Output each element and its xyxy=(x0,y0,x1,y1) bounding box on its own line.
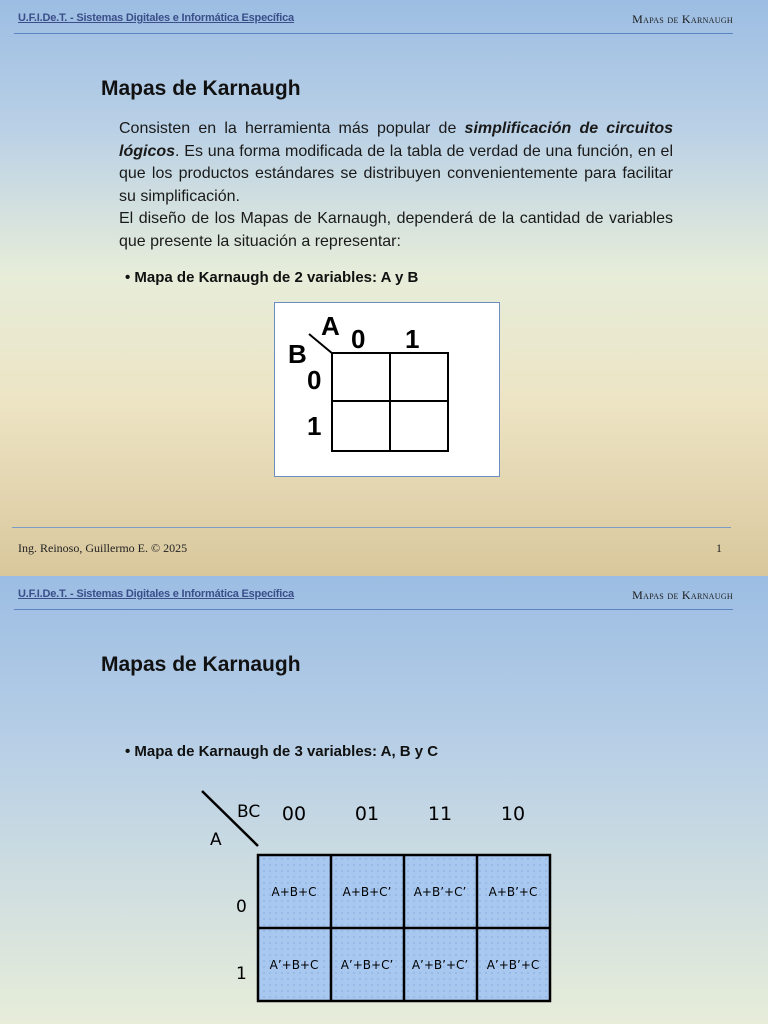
header-topic: Mapas de Karnaugh xyxy=(632,12,733,26)
kmap-3-col-label-1: 01 xyxy=(354,803,380,825)
bullet-2-variables: • Mapa de Karnaugh de 2 variables: A y B xyxy=(125,269,419,286)
kmap-3-diagram xyxy=(195,784,560,1006)
intro-text-post: . Es una forma modificada de la tabla de verdad de una función, en el que los productos estándares se distribuyen convenientemente para facilitar su simplificación. xyxy=(119,142,673,205)
kmap-2-row-label-0: 0 xyxy=(307,365,322,395)
intro-text-emphasis: simplificación de circuitos lógicos xyxy=(119,120,673,160)
kmap-3-cell: A+B’+C xyxy=(488,885,538,899)
header-institution: U.F.I.De.T. - Sistemas Digitales e Informática Específica xyxy=(18,588,294,600)
kmap-3-cell: A’+B’+C’ xyxy=(411,958,469,972)
kmap-3-variables xyxy=(195,784,560,1006)
design-paragraph: El diseño de los Mapas de Karnaugh, dependerá de la cantidad de variables que presente la situación a representar: xyxy=(119,210,673,250)
kmap-2-col-label-1: 1 xyxy=(405,324,420,354)
kmap-2-col-label-0: 0 xyxy=(351,324,366,354)
kmap-3-col-label-0: 00 xyxy=(281,803,307,825)
slide-title: Mapas de Karnaugh xyxy=(101,653,301,676)
header-divider xyxy=(14,609,733,610)
kmap-3-row-label-0: 0 xyxy=(236,897,247,917)
footer-divider xyxy=(12,527,731,528)
slide-2 xyxy=(0,576,768,1024)
slide-title: Mapas de Karnaugh xyxy=(101,77,301,100)
kmap-3-cell: A+B’+C’ xyxy=(413,885,467,899)
kmap-3-cell: A’+B+C’ xyxy=(340,958,394,972)
intro-text-pre: Consisten en la herramienta más popular de xyxy=(119,120,465,137)
kmap-3-cell: A’+B+C xyxy=(269,958,319,972)
page-number: 1 xyxy=(716,541,722,555)
kmap-3-cell: A’+B’+C xyxy=(486,958,540,972)
kmap-3-row-var: A xyxy=(210,830,222,850)
kmap-2-row-var: B xyxy=(288,339,307,369)
kmap-3-cell: A+B+C’ xyxy=(342,885,392,899)
kmap-3-col-var: BC xyxy=(237,802,261,822)
header-institution: U.F.I.De.T. - Sistemas Digitales e Informática Específica xyxy=(18,12,294,24)
bullet-3-variables: • Mapa de Karnaugh de 3 variables: A, B y C xyxy=(125,743,439,760)
kmap-2-variables xyxy=(274,302,500,477)
header-divider xyxy=(14,33,733,34)
kmap-2-diagram xyxy=(275,303,499,476)
footer-author: Ing. Reinoso, Guillermo E. © 2025 xyxy=(18,541,188,555)
intro-paragraph xyxy=(119,118,673,208)
kmap-3-col-label-2: 11 xyxy=(427,803,453,825)
header-topic: Mapas de Karnaugh xyxy=(632,588,733,602)
kmap-3-col-label-3: 10 xyxy=(500,803,526,825)
kmap-2-row-label-1: 1 xyxy=(307,411,322,441)
kmap-3-row-label-1: 1 xyxy=(236,964,247,984)
kmap-2-col-var: A xyxy=(321,311,340,341)
kmap-3-cell: A+B+C xyxy=(271,885,317,899)
